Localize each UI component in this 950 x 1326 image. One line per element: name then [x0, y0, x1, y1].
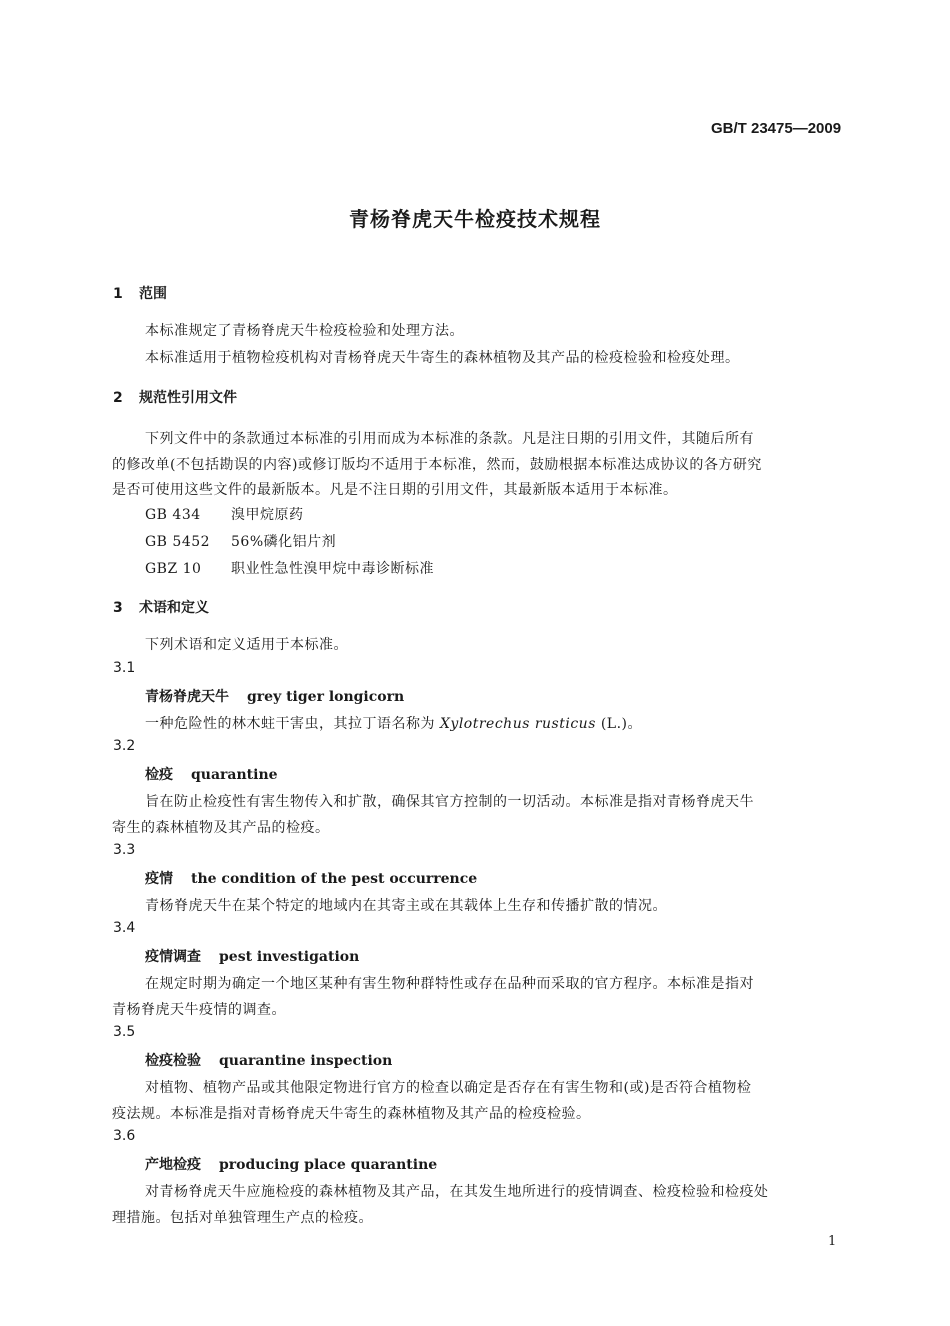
term-number: 3.3: [113, 842, 136, 858]
term-zh: 检疫: [145, 767, 173, 783]
definition-text: 一种危险性的林木蛀干害虫，其拉丁语名称为: [145, 716, 440, 732]
reference-title: 56%磷化铝片剂: [231, 534, 337, 550]
paragraph: 本标准规定了青杨脊虎天牛检疫检验和处理方法。: [145, 323, 464, 339]
term-zh: 疫情调查: [145, 949, 201, 965]
definition-line: 对植物、植物产品或其他限定物进行官方的检查以确定是否存在有害生物和(或)是否符合植物检: [145, 1080, 752, 1096]
term-en: the condition of the pest occurrence: [191, 871, 478, 887]
term-number: 3.2: [113, 738, 136, 754]
term-en: producing place quarantine: [219, 1157, 438, 1173]
latin-name: Xylotrechus rusticus: [439, 716, 596, 732]
section-title: 规范性引用文件: [139, 390, 237, 406]
term-en: quarantine: [191, 767, 278, 783]
term-number: 3.4: [113, 920, 136, 936]
reference-title: 职业性急性溴甲烷中毒诊断标准: [231, 561, 434, 577]
section-number: 2: [113, 390, 123, 406]
section-title: 范围: [139, 286, 167, 302]
term-number: 3.6: [113, 1128, 136, 1144]
term-zh: 产地检疫: [145, 1157, 201, 1173]
reference-item: [145, 558, 434, 578]
paragraph-line: 下列文件中的条款通过本标准的引用而成为本标准的条款。凡是注日期的引用文件，其随后所有: [145, 431, 754, 447]
definition-line: 青杨脊虎天牛疫情的调查。: [112, 1002, 286, 1018]
standard-code: GB/T 23475—2009: [711, 120, 842, 137]
definition-line: 疫法规。本标准是指对青杨脊虎天牛寄生的森林植物及其产品的检疫检验。: [112, 1106, 591, 1122]
page-number: 1: [828, 1234, 837, 1249]
term-heading: [145, 764, 278, 784]
paragraph-line: 的修改单(不包括勘误的内容)或修订版均不适用于本标准，然而，鼓励根据本标准达成协议的各方研究: [112, 457, 762, 473]
term-zh: 疫情: [145, 871, 173, 887]
document-title: 青杨脊虎天牛检疫技术规程: [349, 207, 601, 231]
paragraph: 本标准适用于植物检疫机构对青杨脊虎天牛寄生的森林植物及其产品的检疫检验和检疫处理。: [145, 350, 740, 366]
term-heading: [145, 1154, 437, 1174]
reference-title: 溴甲烷原药: [231, 507, 304, 523]
reference-code: GB 434: [145, 507, 201, 523]
definition-line: 寄生的森林植物及其产品的检疫。: [112, 820, 330, 836]
definition-line: 青杨脊虎天牛在某个特定的地域内在其寄主或在其载体上生存和传播扩散的情况。: [145, 898, 667, 914]
reference-item: [145, 504, 304, 524]
term-number: 3.5: [113, 1024, 136, 1040]
reference-item: [145, 531, 336, 551]
section-title: 术语和定义: [139, 600, 209, 616]
term-zh: 检疫检验: [145, 1053, 201, 1069]
term-heading: [145, 868, 477, 888]
section-number: 3: [113, 600, 123, 616]
definition-line: 在规定时期为确定一个地区某种有害生物种群特性或存在品种而采取的官方程序。本标准是指对: [145, 976, 754, 992]
term-heading: [145, 1050, 392, 1070]
term-definition: [145, 713, 642, 733]
section-2-heading: [113, 387, 237, 407]
section-1-heading: [113, 283, 167, 303]
definition-line: 理措施。包括对单独管理生产点的检疫。: [112, 1210, 373, 1226]
term-number: 3.1: [113, 660, 136, 676]
term-en: quarantine inspection: [219, 1053, 393, 1069]
reference-code: GBZ 10: [145, 561, 202, 577]
term-heading: [145, 946, 359, 966]
section-number: 1: [113, 286, 123, 302]
term-en: pest investigation: [219, 949, 360, 965]
paragraph-line: 是否可使用这些文件的最新版本。凡是不注日期的引用文件，其最新版本适用于本标准。: [112, 482, 678, 498]
paragraph: 下列术语和定义适用于本标准。: [145, 637, 348, 653]
term-zh: 青杨脊虎天牛: [145, 689, 229, 705]
definition-line: 旨在防止检疫性有害生物传入和扩散，确保其官方控制的一切活动。本标准是指对青杨脊虎天牛: [145, 794, 754, 810]
definition-line: 对青杨脊虎天牛应施检疫的森林植物及其产品，在其发生地所进行的疫情调查、检疫检验和检疫处: [145, 1184, 769, 1200]
definition-text: (L.)。: [595, 716, 643, 732]
section-3-heading: [113, 597, 209, 617]
term-heading: [145, 686, 404, 706]
reference-code: GB 5452: [145, 534, 211, 550]
term-en: grey tiger longicorn: [247, 689, 405, 705]
